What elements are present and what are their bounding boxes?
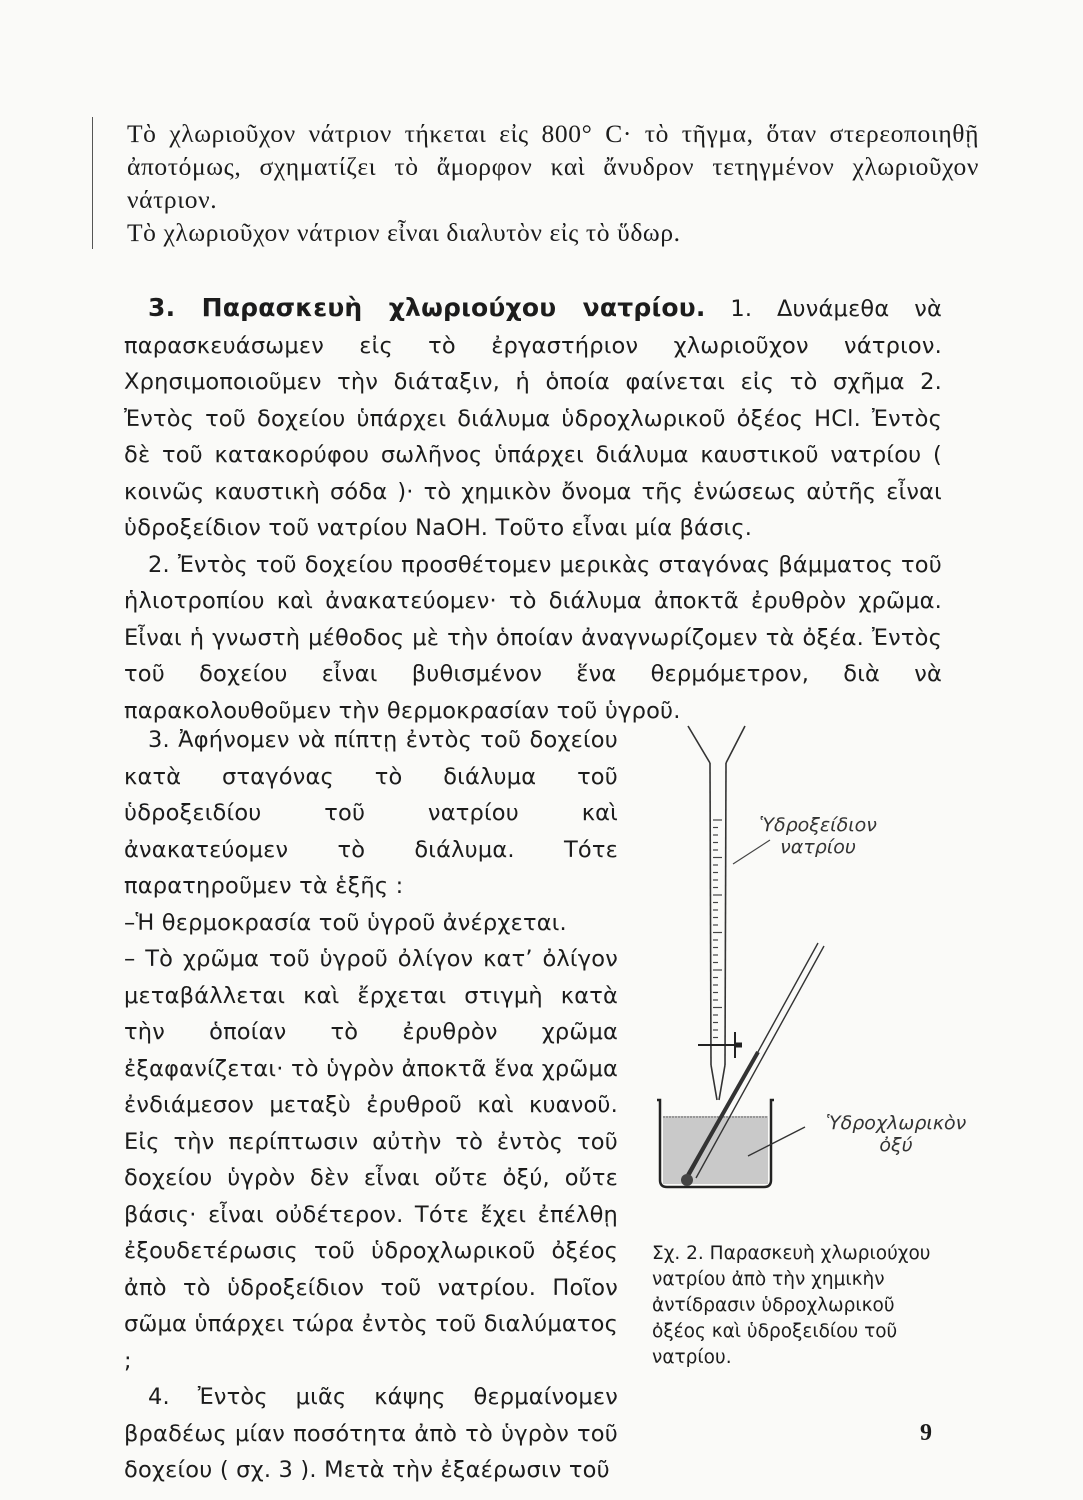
caption-text: Σχ. 2. Παρασκευὴ χλωριούχου νατρίου ἀπὸ τὴν χημικὴν ἀντίδρασιν ὑδροχλωρικοῦ ὀξέος καὶ ὑδροξειδίου τοῦ νατρίου. <box>652 1243 931 1368</box>
section-body <box>124 290 942 729</box>
note-paragraph-2: Τὸ χλωριοῦχον νάτριον εἶναι διαλυτὸν εἰς τὸ ὕδωρ. <box>127 218 681 247</box>
label-hydrochloric-acid <box>806 1112 986 1156</box>
figure-caption <box>652 1241 942 1371</box>
figure-2-apparatus <box>640 720 980 1240</box>
note-paragraph-1: Τὸ χλωριοῦχον νάτριον τήκεται εἰς 800° C· τὸ τῆγμα, ὅταν στερεοποιηθῇ ἀποτόμως, σχηματίζει τὸ ἄμορφον καὶ ἄνυδρον τετηγμένον χλωριοῦχον νάτριον. <box>127 119 979 214</box>
step-4-paragraph: 4. Ἐντὸς μιᾶς κάψης θερμαίνομεν βραδέως μίαν ποσότητα ἀπὸ τὸ ὑγρὸν τοῦ δοχείου ( σχ. 3 ). Μετὰ τὴν ἐξαέρωσιν τοῦ <box>124 1384 618 1483</box>
observation-1: –Ἡ θερμοκρασία τοῦ ὑγροῦ ἀνέρχεται. <box>124 909 567 936</box>
step-2-paragraph: 2. Ἐντὸς τοῦ δοχείου προσθέτομεν μερικὰς σταγόνας βάμματος τοῦ ἡλιοτροπίου καὶ ἀνακατεύομεν· τὸ διάλυμα ἀποκτᾶ ἐρυθρὸν χρῶμα. Εἶναι ἡ γνωστὴ μέθοδος μὲ τὴν ὁποίαν ἀναγνωρίζομεν τὰ ὀξέα. Ἐντὸς τοῦ δοχείου εἶναι βυθισμένον ἕνα θερμόμετρον, διὰ νὰ παρακολουθοῦμεν τὴν θερμοκρασίαν τοῦ ὑγροῦ. <box>124 551 942 724</box>
section-heading: 3. Παρασκευὴ χλωριούχου νατρίου. <box>148 293 706 322</box>
melting-point-note <box>92 117 979 249</box>
apparatus-illustration <box>640 720 980 1240</box>
page-number: 9 <box>920 1420 932 1446</box>
label-naoh-line-2: νατρίου <box>780 836 856 858</box>
step-1-paragraph <box>124 290 942 547</box>
burette-graduation-ticks <box>713 820 722 1038</box>
left-column <box>124 722 618 1489</box>
step-1-text: 1. Δυνάμεθα νὰ παρασκευάσωμεν εἰς τὸ ἐργαστήριον χλωριοῦχον νάτριον. Χρησιμοποιοῦμεν τὴν διάταξιν, ἡ ὁποία φαίνεται εἰς τὸ σχῆμα 2. Ἐντὸς τοῦ δοχείου ὑπάρχει διάλυμα ὑδροχλωρικοῦ ὀξέος HCl. Ἐντὸς δὲ τοῦ κατακορύφου σωλῆνος ὑπάρχει διάλυμα καυστικοῦ νατρίου ( κοινῶς καυστικὴ σόδα )· τὸ χημικὸν ὄνομα τῆς ἑνώσεως αὐτῆς εἶναι ὑδροξείδιον τοῦ νατρίου NaOH. Τοῦτο εἶναι μία βάσις. <box>124 296 942 541</box>
label-hcl-line-1: Ὑδροχλωρικὸν <box>825 1112 967 1134</box>
step-3-paragraph: 3. Ἀφήνομεν νὰ πίπτῃ ἐντὸς τοῦ δοχείου κατὰ σταγόνας τὸ διάλυμα τοῦ ὑδροξειδίου τοῦ νατρίου καὶ ἀνακατεύομεν τὸ διάλυμα. Τότε παρατηροῦμεν τὰ ἑξῆς : <box>124 727 618 899</box>
label-sodium-hydroxide <box>728 814 908 858</box>
observation-2: – Τὸ χρῶμα τοῦ ὑγροῦ ὀλίγον κατ’ ὀλίγον μεταβάλλεται καὶ ἔρχεται στιγμὴ κατὰ τὴν ὁποίαν τὸ ἐρυθρὸν χρῶμα ἐξαφανίζεται· τὸ ὑγρὸν ἀποκτᾶ ἕνα χρῶμα ἐνδιάμεσον μεταξὺ ἐρυθροῦ καὶ κυανοῦ. Εἰς τὴν περίπτωσιν αὐτὴν τὸ ἐντὸς τοῦ δοχείου ὑγρὸν δὲν εἶναι οὔτε ὀξύ, οὔτε βάσις· εἶναι οὐδέτερον. Τότε ἔχει ἐπέλθῃ ἐξουδετέρωσις τοῦ ὑδροχλωρικοῦ ὀξέος ἀπὸ τὸ ὑδροξείδιον τοῦ νατρίου. Ποῖον σῶμα ὑπάρχει τώρα ἐντὸς τοῦ διαλύματος ; <box>124 946 618 1374</box>
stopcock <box>698 1032 742 1058</box>
label-naoh-line-1: Ὑδροξείδιον <box>759 814 877 836</box>
label-hcl-line-2: ὀξύ <box>879 1134 913 1156</box>
